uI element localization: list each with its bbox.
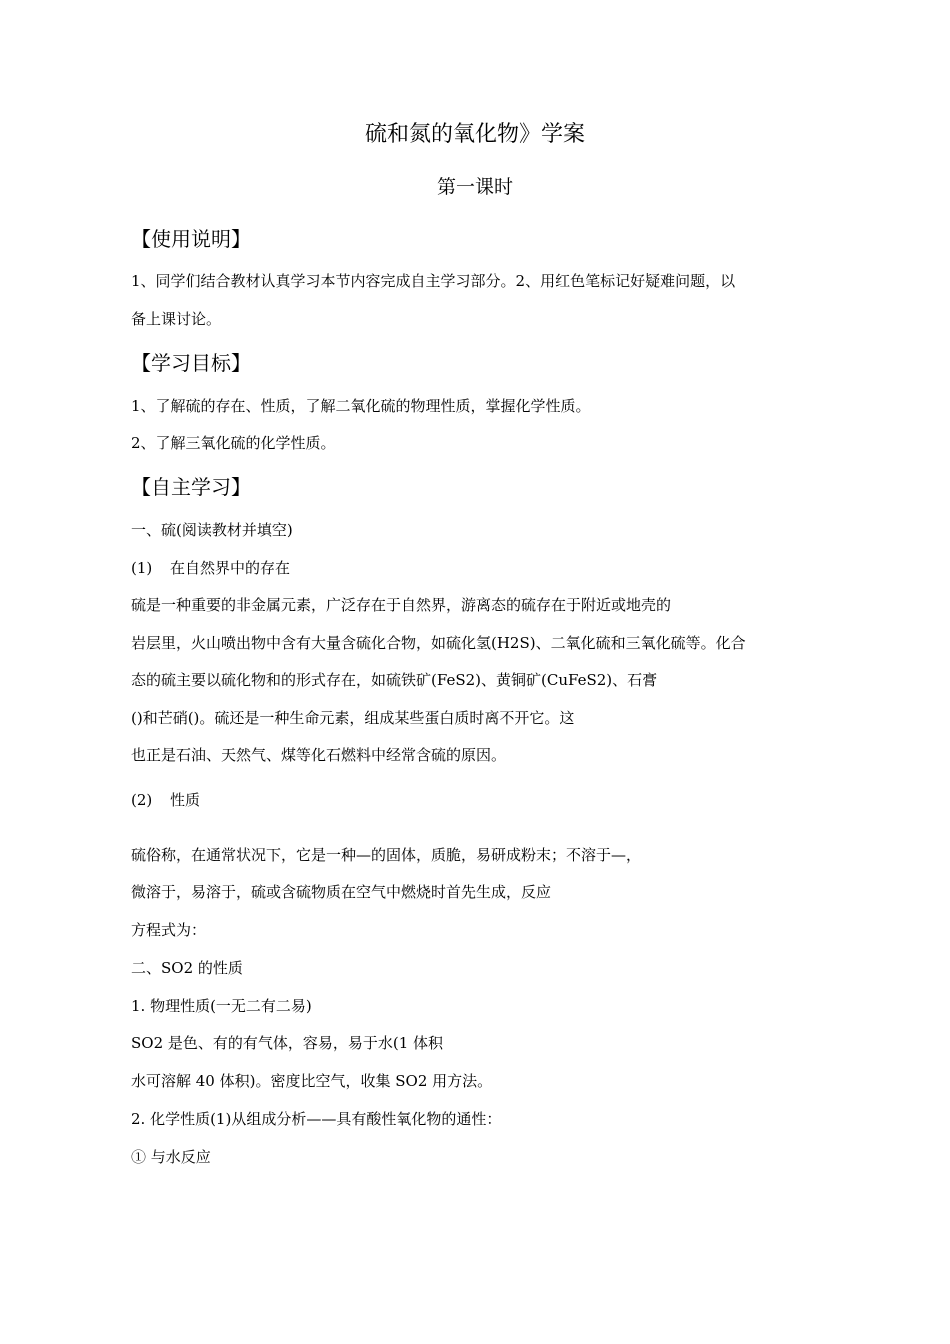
part2-title: 二、SO2 的性质 — [131, 959, 243, 977]
part2-line: SO2 是色、有的有气体，容易，易于水(1 体积 — [131, 1034, 444, 1052]
item1-line: 态的硫主要以硫化物和的形式存在，如硫铁矿(FeS2)、黄铜矿(CuFeS2)、石膏 — [131, 671, 658, 689]
item1-number: (1) — [131, 559, 153, 577]
item1-heading — [131, 558, 290, 578]
item2-heading — [131, 790, 200, 810]
item1-line: 岩层里，火山喷出物中含有大量含硫化合物，如硫化氢(H2S)、二氧化硫和三氧化硫等。化合 — [131, 634, 746, 652]
item1-line: ()和芒硝()。硫还是一种生命元素，组成某些蛋白质时离不开它。这 — [131, 709, 575, 727]
item2-number: (2) — [131, 791, 153, 809]
item1-line: 硫是一种重要的非金属元素，广泛存在于自然界，游离态的硫存在于附近或地壳的 — [131, 596, 672, 614]
usage-heading: 【使用说明】 — [131, 227, 251, 251]
item2-text: 性质 — [170, 791, 201, 809]
item1-line: 也正是石油、天然气、煤等化石燃料中经常含硫的原因。 — [131, 746, 507, 764]
item2-line: 硫俗称，在通常状况下，它是一种—的固体，质脆，易研成粉末；不溶于—， — [131, 846, 642, 864]
part2-line: 2. 化学性质(1)从组成分析——具有酸性氧化物的通性： — [131, 1110, 502, 1128]
part2-line: 1. 物理性质(一无二有二易) — [131, 997, 312, 1015]
self-study-heading: 【自主学习】 — [131, 475, 251, 499]
part2-line: ① 与水反应 — [131, 1148, 211, 1166]
part2-line: 水可溶解 40 体积)。密度比空气，收集 SO2 用方法。 — [131, 1072, 493, 1090]
item1-text: 在自然界中的存在 — [170, 559, 291, 577]
part1-title: 一、硫(阅读教材并填空) — [131, 521, 293, 539]
item2-line: 微溶于，易溶于，硫或含硫物质在空气中燃烧时首先生成，反应 — [131, 883, 552, 901]
goals-heading: 【学习目标】 — [131, 351, 251, 375]
goals-line: 1、了解硫的存在、性质，了解二氧化硫的物理性质，掌握化学性质。 — [131, 397, 591, 415]
goals-line: 2、了解三氧化硫的化学性质。 — [131, 434, 336, 452]
document-title: 硫和氮的氧化物》学案 — [364, 122, 585, 147]
document-subtitle: 第一课时 — [436, 176, 513, 198]
usage-line: 备上课讨论。 — [131, 310, 222, 328]
usage-line: 1、同学们结合教材认真学习本节内容完成自主学习部分。2、用红色笔标记好疑难问题，以 — [131, 272, 736, 290]
item2-line: 方程式为： — [131, 921, 207, 939]
